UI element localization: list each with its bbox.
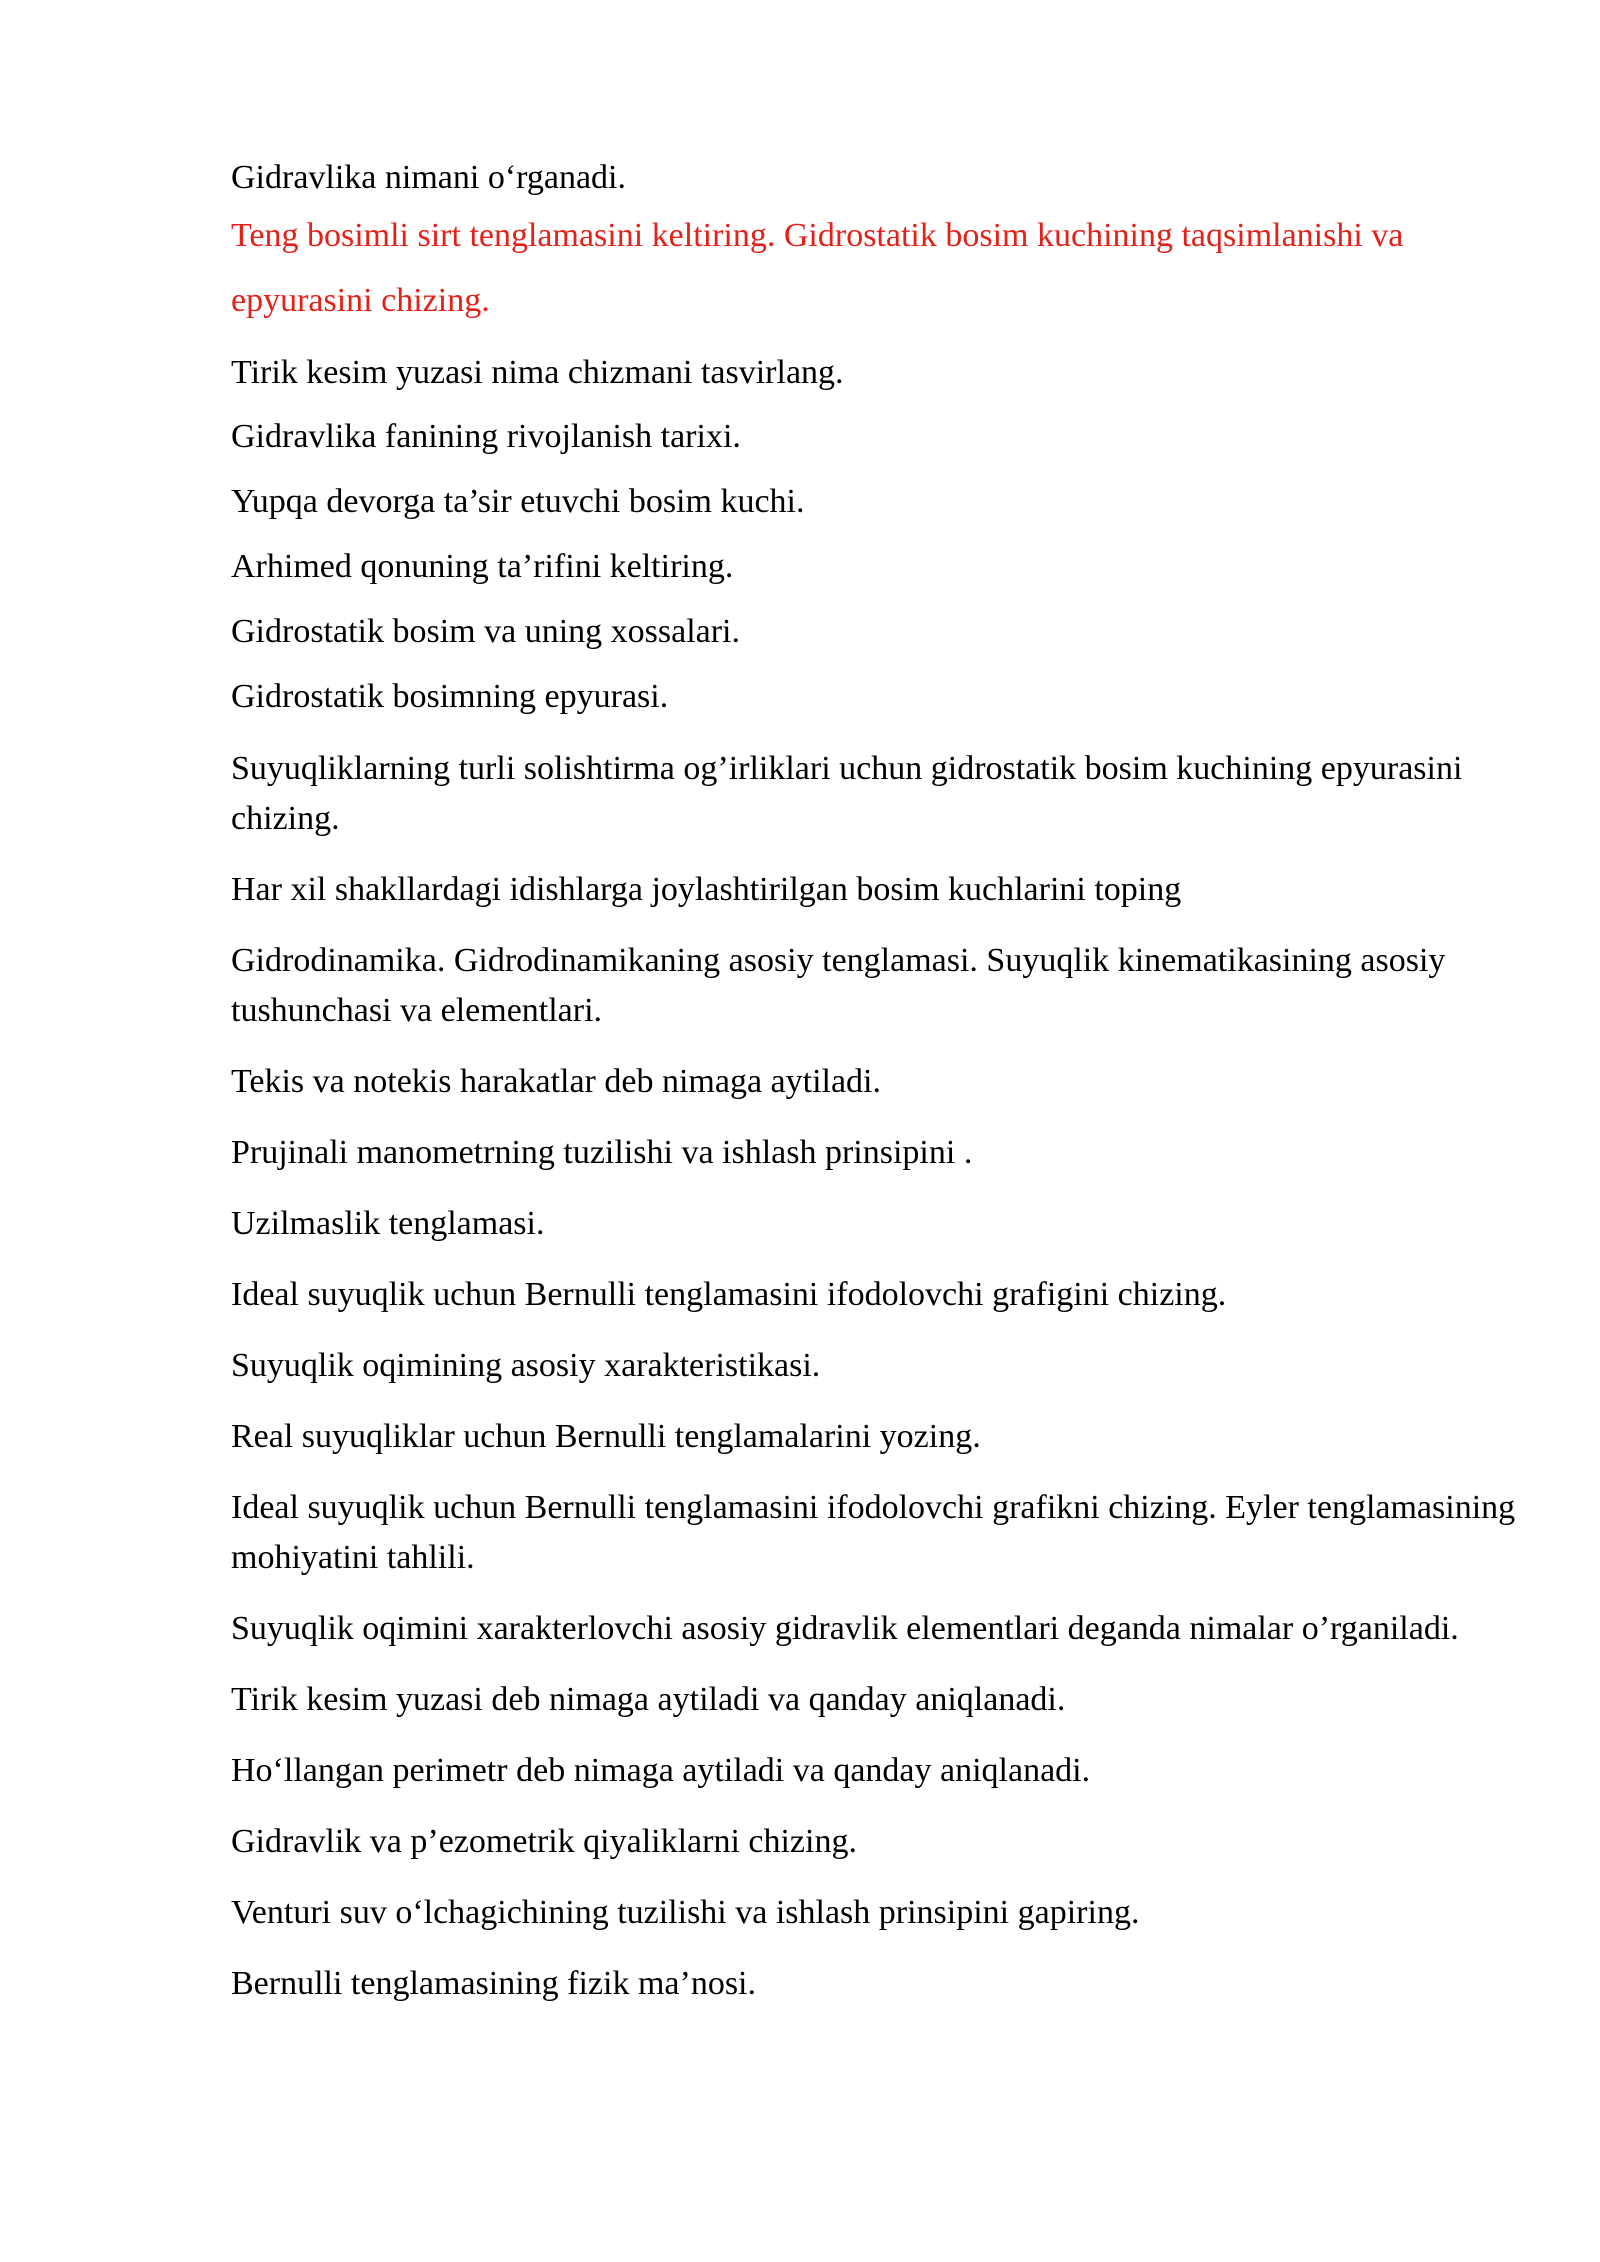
question-item: Bernulli tenglamasining fizik ma’nosi. [231,1965,757,2002]
question-item: Uzilmaslik tenglamasi. [231,1205,545,1242]
question-item: Real suyuqliklar uchun Bernulli tenglamalarini yozing. [231,1418,981,1455]
question-item: Tekis va notekis harakatlar deb nimaga aytiladi. [231,1063,882,1100]
question-item: Ideal suyuqlik uchun Bernulli tenglamasini ifodolovchi grafikni chizing. Eyler tenglamasining mohiyatini tahlili. [231,1489,1516,1576]
question-item: Suyuqlik oqimini xarakterlovchi asosiy gidravlik elementlari deganda nimalar o’rganiladi. [231,1610,1459,1647]
question-item: Arhimed qonuning ta’rifini keltiring. [231,548,734,585]
question-list [231,152,1531,2009]
question-item: Gidrostatik bosim va uning xossalari. [231,613,741,650]
question-item: Har xil shakllardagi idishlarga joylashtirilgan bosim kuchlarini toping [231,871,1182,908]
question-item: Hoʻllangan perimetr deb nimaga aytiladi va qanday aniqlanadi. [231,1752,1091,1789]
question-item: Yupqa devorga ta’sir etuvchi bosim kuchi. [231,483,805,520]
question-item: Suyuqlik oqimining asosiy xarakteristikasi. [231,1347,821,1384]
question-item: Gidravlik va p’ezometrik qiyaliklarni chizing. [231,1823,857,1860]
question-item: Prujinali manometrning tuzilishi va ishlash prinsipini . [231,1134,973,1171]
question-item: Gidravlika nimani oʻrganadi. [231,159,626,196]
question-item: Tirik kesim yuzasi nima chizmani tasvirlang. [231,354,844,391]
question-item-highlighted: Teng bosimli sirt tenglamasini keltiring. Gidrostatik bosim kuchining taqsimlanishi va epyurasini chizing. [231,217,1404,319]
question-item: Venturi suv oʻlchagichining tuzilishi va ishlash prinsipini gapiring. [231,1894,1140,1931]
question-item: Suyuqliklarning turli solishtirma og’irliklari uchun gidrostatik bosim kuchining epyurasini chizing. [231,750,1463,837]
question-item: Ideal suyuqlik uchun Bernulli tenglamasini ifodolovchi grafigini chizing. [231,1276,1227,1313]
question-item: Gidrodinamika. Gidrodinamikaning asosiy tenglamasi. Suyuqlik kinematikasining asosiy tushunchasi va elementlari. [231,942,1446,1029]
question-item: Gidrostatik bosimning epyurasi. [231,678,669,715]
question-item: Gidravlika fanining rivojlanish tarixi. [231,418,741,455]
question-item: Tirik kesim yuzasi deb nimaga aytiladi va qanday aniqlanadi. [231,1681,1066,1718]
